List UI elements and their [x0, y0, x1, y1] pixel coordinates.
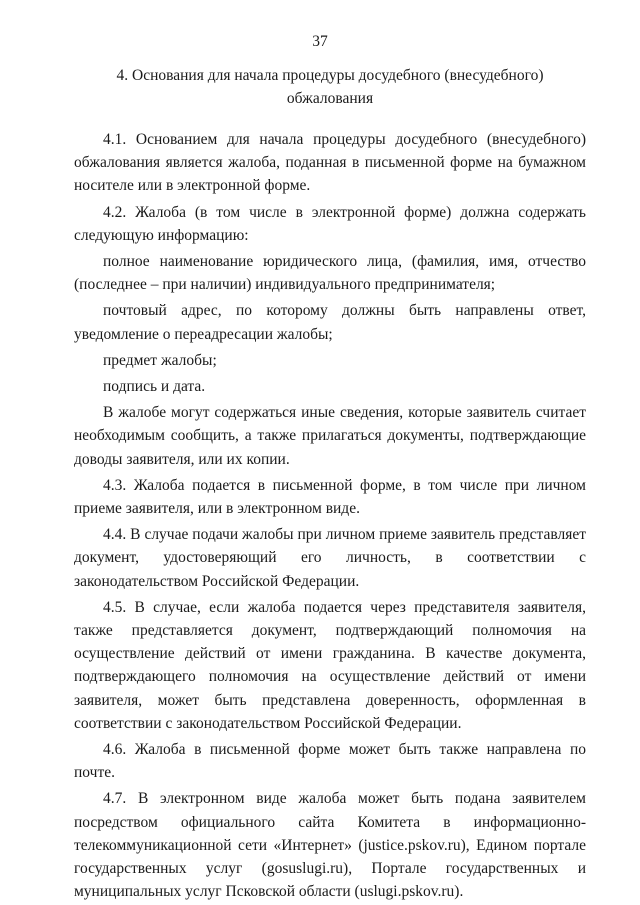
paragraph-4-5: 4.5. В случае, если жалоба подается через представителя заявителя, также представляется документ, подтверждающий полномочия на осуществление действий от имени гражданина. В качестве документа, подтверждающего полномочия на осуществление действий от имени заявителя, может быть представлена доверенность, оформленная в соответствии с законодательством Российской Федерации.	[74, 598, 586, 732]
paragraph-other-info: В жалобе могут содержаться иные сведения, которые заявитель считает необходимым сообщить, а также прилагаться документы, подтверждающие доводы заявителя, или их копии.	[74, 404, 586, 468]
paragraph-4-7: 4.7. В электронном виде жалоба может быть подана заявителем посредством официального сайта Комитета в информационно-телекоммуникационной сети «Интернет» (justice.pskov.ru), Едином портале государственных услуг (gosuslugi.ru), Портале государственных и муниципальных услуг Псковской области (uslugi.pskov.ru).	[74, 790, 586, 901]
paragraph-4-2: 4.2. Жалоба (в том числе в электронной форме) должна содержать следующую информацию:	[74, 203, 586, 244]
document-body	[74, 128, 586, 904]
paragraph-item-subject: предмет жалобы;	[103, 351, 217, 369]
paragraph-item-name: полное наименование юридического лица, (фамилия, имя, отчество (последнее – при наличии) индивидуального предпринимателя;	[74, 253, 586, 294]
paragraph-4-4: 4.4. В случае подачи жалобы при личном приеме заявитель представляет документ, удостоверяющий его личность, в соответствии с законодательством Российской Федерации.	[74, 526, 586, 590]
paragraph-4-3: 4.3. Жалоба подается в письменной форме, в том числе при личном приеме заявителя, или в электронном виде.	[74, 476, 586, 518]
paragraph-4-1: 4.1. Основанием для начала процедуры досудебного (внесудебного) обжалования является жалоба, поданная в письменной форме на бумажном носителе или в электронной форме.	[74, 131, 586, 195]
paragraph-item-signature: подпись и дата.	[103, 378, 206, 396]
paragraph-item-address: почтовый адрес, по которому должны быть направлены ответ, уведомление о переадресации жалобы;	[74, 302, 586, 343]
section-heading: 4. Основания для начала процедуры досудебного (внесудебного) обжалования	[116, 67, 544, 107]
page-number: 37	[312, 33, 328, 50]
paragraph-4-6: 4.6. Жалоба в письменной форме может быть также направлена по почте.	[74, 741, 586, 782]
